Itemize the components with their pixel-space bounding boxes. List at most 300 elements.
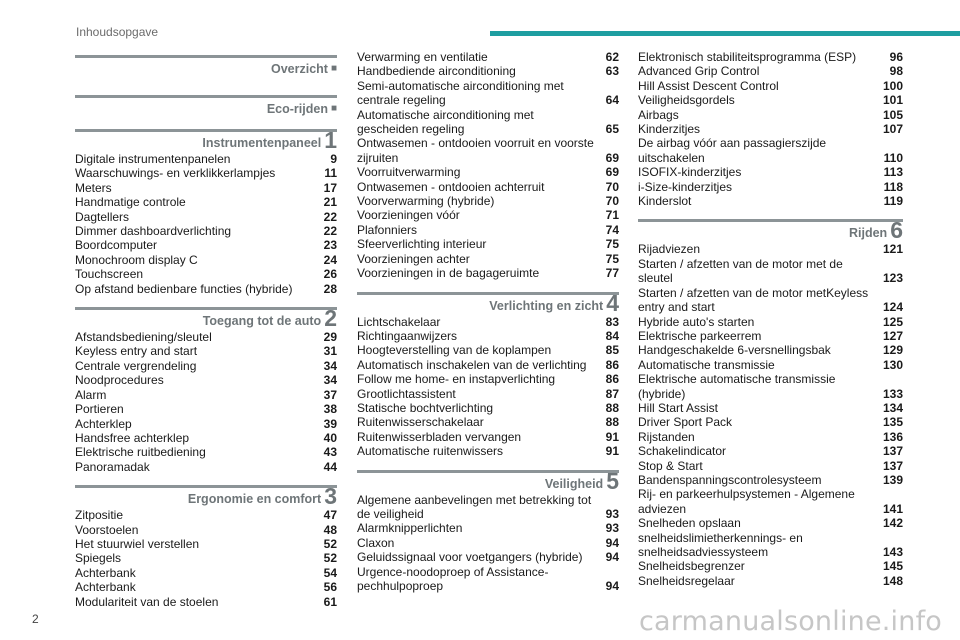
toc-entry-text: Semi-automatische airconditioning met centrale regeling [357, 78, 564, 108]
toc-entry-page: 94 [605, 579, 619, 593]
toc-entry-page: 118 [883, 179, 903, 194]
toc-entry-text: Veiligheidsgordels [638, 93, 735, 108]
toc-entry[interactable] [638, 165, 903, 179]
toc-entry-page: 64 [605, 93, 619, 108]
toc-entry-page: 143 [882, 545, 903, 559]
toc-entry-page: 100 [882, 78, 903, 93]
toc-entry-text: Claxon [357, 535, 395, 550]
toc-entry[interactable] [75, 417, 337, 431]
toc-entry[interactable] [638, 516, 903, 530]
section-rule [75, 95, 337, 98]
entry-list [357, 315, 619, 459]
square-marker-icon: ■ [330, 103, 337, 114]
toc-entry-text: Hybride auto's starten [638, 314, 755, 329]
toc-entry[interactable] [75, 152, 337, 166]
toc-entry-page: 136 [882, 429, 903, 444]
toc-entry-page: 65 [605, 122, 619, 137]
toc-section [75, 474, 337, 609]
toc-entry-page: 121 [882, 242, 903, 257]
header-accent-bar [490, 31, 960, 36]
toc-entry[interactable] [357, 430, 619, 444]
toc-entry-page: 52 [323, 536, 337, 551]
section-title: Instrumentenpaneel [202, 136, 322, 150]
toc-entry-text: Sfeerverlichting interieur [357, 237, 487, 252]
toc-entry-page: 22 [323, 224, 337, 239]
toc-entry-page: 11 [324, 166, 337, 181]
toc-entry-text: Kinderzitjes [638, 122, 701, 137]
toc-entry[interactable] [357, 358, 619, 372]
toc-entry-text: Plafonniers [357, 222, 418, 237]
toc-entry[interactable] [75, 210, 337, 224]
toc-entry-page: 31 [323, 344, 337, 359]
toc-entry[interactable] [357, 329, 619, 343]
toc-entry-page: 28 [323, 281, 337, 296]
toc-entry-page: 96 [889, 50, 903, 64]
toc-entry-page: 69 [605, 150, 619, 165]
toc-column-3 [638, 50, 903, 588]
section-header[interactable] [75, 480, 337, 508]
toc-entry[interactable] [75, 537, 337, 551]
toc-entry-page: 52 [323, 551, 337, 566]
toc-entry-text: Voorzieningen vóór [357, 208, 460, 223]
toc-entry[interactable] [638, 315, 903, 329]
toc-entry-page: 91 [605, 429, 619, 444]
toc-entry[interactable] [638, 401, 903, 415]
toc-entry-text: Voorverwarming (hybride) [357, 194, 495, 209]
toc-entry-text: Automatische airconditioning met gescheiden regeling [357, 107, 534, 137]
toc-entry-page: 123 [882, 271, 903, 286]
toc-entry[interactable] [357, 79, 619, 108]
toc-entry[interactable] [357, 223, 619, 237]
toc-entry-text: Hoogteverstelling van de koplampen [357, 343, 552, 358]
toc-entry-page: 86 [605, 357, 619, 372]
toc-entry[interactable] [75, 373, 337, 387]
toc-entry[interactable] [638, 122, 903, 136]
toc-entry-text: Richtingaanwijzers [357, 328, 458, 343]
toc-entry-page: 91 [605, 444, 619, 459]
toc-entry[interactable] [75, 224, 337, 238]
toc-entry[interactable] [75, 402, 337, 416]
toc-entry[interactable] [638, 559, 903, 573]
entry-list [357, 493, 619, 594]
toc-entry[interactable] [75, 181, 337, 195]
toc-entry-page: 37 [323, 387, 337, 402]
toc-entry-text: Automatische transmissie [638, 357, 775, 372]
toc-entry-page: 83 [605, 314, 619, 329]
toc-entry[interactable] [638, 473, 903, 487]
toc-entry[interactable] [75, 523, 337, 537]
toc-entry[interactable] [638, 531, 903, 560]
toc-entry-text: Touchscreen [75, 267, 144, 282]
section-list [357, 287, 619, 594]
toc-section [357, 287, 619, 459]
toc-entry-text: Automatisch inschakelen van de verlichting [357, 357, 587, 372]
section-header[interactable] [75, 302, 337, 330]
toc-entry[interactable] [638, 358, 903, 372]
toc-entry-text: Voorstoelen [75, 522, 139, 537]
toc-entry-text: Keyless entry and start [75, 344, 198, 359]
entry-list [638, 50, 903, 208]
toc-entry-text: Achterbank [75, 565, 136, 580]
toc-entry[interactable] [357, 165, 619, 179]
toc-entry-text: Elektrische ruitbediening [75, 445, 206, 460]
toc-entry-text: Follow me home- en instapverlichting [357, 372, 556, 387]
toc-entry-text: Alarmknipperlichten [357, 521, 463, 536]
toc-entry[interactable] [75, 580, 337, 594]
toc-section [75, 124, 337, 296]
toc-entry-page: 48 [323, 522, 337, 537]
toc-entry-text: Waarschuwings- en verklikkerlampjes [75, 166, 276, 181]
toc-entry-text: Starten / afzetten van de motor metKeyless entry and start [638, 285, 869, 315]
toc-entry-text: Boordcomputer [75, 238, 158, 253]
toc-entry-text: i-Size-kinderzitjes [638, 179, 733, 194]
toc-entry[interactable] [75, 166, 337, 180]
toc-entry-text: Geluidssignaal voor voetgangers (hybride) [357, 550, 583, 565]
toc-entry-text: Voorzieningen achter [357, 251, 470, 266]
toc-entry[interactable] [75, 344, 337, 358]
section-list [75, 124, 337, 609]
toc-entry-page: 113 [883, 165, 903, 180]
toc-entry-text: Bandenspanningscontrolesysteem [638, 472, 822, 487]
toc-entry[interactable] [357, 136, 619, 165]
toc-entry-text: Snelheden opslaan [638, 516, 741, 531]
toc-entry-page: 134 [882, 400, 903, 415]
toc-entry[interactable] [638, 286, 903, 315]
toc-entry[interactable] [75, 566, 337, 580]
toc-entry-text: Advanced Grip Control [638, 64, 760, 79]
toc-entry-text: Rij- en parkeerhulpsystemen - Algemene adviezen [638, 487, 855, 516]
toc-entry-text: Elektronisch stabiliteitsprogramma (ESP) [638, 50, 857, 64]
toc-entry[interactable] [357, 550, 619, 564]
section-title: Overzicht [270, 62, 328, 76]
toc-entry-text: Voorruitverwarming [357, 165, 461, 180]
toc-entry-page: 135 [882, 415, 903, 430]
toc-entry[interactable] [75, 460, 337, 474]
toc-entry-text: Noodprocedures [75, 373, 164, 388]
toc-entry[interactable] [75, 282, 337, 296]
toc-entry-text: Modulariteit van de stoelen [75, 594, 219, 609]
toc-entry-page: 70 [605, 194, 619, 209]
toc-entry[interactable] [357, 536, 619, 550]
section-number: 1 [324, 127, 337, 153]
toc-entry-text: Algemene aanbevelingen met betrekking tot de veiligheid [357, 492, 592, 521]
toc-entry[interactable] [638, 430, 903, 444]
toc-entry-text: Op afstand bedienbare functies (hybride) [75, 281, 293, 296]
toc-entry-text: Snelheidsregelaar [638, 573, 735, 588]
toc-entry[interactable] [75, 195, 337, 209]
toc-entry-text: Meters [75, 180, 112, 195]
section-title: Verlichting en zicht [489, 298, 604, 313]
section-number: 6 [890, 217, 903, 244]
toc-entry-text: Voorzieningen in de bagageruimte [357, 266, 540, 281]
toc-entry-page: 93 [605, 521, 619, 536]
toc-entry-page: 23 [323, 238, 337, 253]
toc-entry[interactable] [638, 415, 903, 429]
toc-entry-text: Achterklep [75, 416, 132, 431]
toc-entry-page: 54 [323, 565, 337, 580]
toc-entry-text: ISOFIX-kinderzitjes [638, 165, 742, 180]
section-number: 2 [324, 305, 337, 332]
toc-entry[interactable] [638, 444, 903, 458]
toc-entry-text: Snelheidsbegrenzer [638, 559, 745, 574]
toc-entry[interactable] [638, 194, 903, 208]
toc-entry-page: 62 [605, 50, 619, 64]
toc-entry-page: 9 [330, 152, 337, 166]
toc-entry-text: Elektrische parkeerrem [638, 328, 762, 343]
toc-entry-text: Starten / afzetten van de motor met de sleutel [638, 256, 843, 286]
page-header-title: Inhoudsopgave [76, 25, 159, 39]
toc-entry-text: Ruitenwisserbladen vervangen [357, 429, 522, 444]
section-title: Toegang tot de auto [202, 314, 322, 329]
toc-entry-text: Alarm [75, 387, 107, 402]
toc-entry[interactable] [357, 315, 619, 329]
toc-entry-page: 139 [882, 472, 903, 487]
toc-entry-page: 34 [323, 358, 337, 373]
toc-entry[interactable] [357, 415, 619, 429]
toc-entry-page: 101 [882, 93, 903, 108]
entry-list [75, 330, 337, 474]
entry-list [638, 242, 903, 588]
toc-entry[interactable] [357, 266, 619, 280]
toc-entry[interactable] [75, 508, 337, 522]
toc-entry-text: Airbags [638, 107, 679, 122]
toc-entry[interactable] [638, 50, 903, 64]
section-header-overzicht[interactable] [75, 50, 337, 78]
toc-section [75, 296, 337, 474]
toc-entry[interactable] [357, 208, 619, 222]
toc-entry-text: Achterbank [75, 580, 136, 595]
toc-entry-page: 141 [882, 501, 903, 516]
toc-entry-text: Statische bochtverlichting [357, 400, 494, 415]
toc-entry-page: 127 [882, 328, 903, 343]
toc-entry-text: Grootlichtassistent [357, 386, 456, 401]
toc-entry-page: 86 [605, 372, 619, 387]
toc-entry[interactable] [357, 252, 619, 266]
toc-entry-text: Ruitenwisserschakelaar [357, 415, 484, 430]
section-title: Eco-rijden [266, 102, 328, 116]
toc-entry-page: 74 [605, 222, 619, 237]
toc-entry-page: 38 [323, 402, 337, 417]
toc-entry-text: Driver Sport Pack [638, 415, 733, 430]
toc-entry[interactable] [75, 253, 337, 267]
section-number: 5 [606, 467, 619, 494]
toc-entry-text: Automatische ruitenwissers [357, 444, 504, 459]
toc-entry[interactable] [75, 431, 337, 445]
toc-entry-page: 125 [882, 314, 903, 329]
section-rule [75, 55, 337, 58]
toc-entry-page: 70 [605, 179, 619, 194]
toc-entry-page: 75 [605, 251, 619, 266]
toc-entry[interactable] [638, 180, 903, 194]
section-header[interactable] [75, 124, 337, 152]
toc-entry-text: Dagtellers [75, 209, 130, 224]
toc-entry[interactable] [357, 372, 619, 386]
toc-entry[interactable] [638, 343, 903, 357]
toc-entry-page: 75 [605, 237, 619, 252]
toc-entry-text: Digitale instrumentenpanelen [75, 152, 231, 166]
toc-entry[interactable] [75, 445, 337, 459]
toc-entry-page: 84 [605, 328, 619, 343]
section-list [638, 214, 903, 588]
toc-entry-page: 110 [883, 150, 903, 165]
toc-entry-page: 145 [882, 559, 903, 574]
toc-entry-text: Verwarming en ventilatie [357, 50, 488, 64]
toc-entry-page: 69 [605, 165, 619, 180]
toc-entry-page: 61 [323, 594, 337, 609]
toc-entry[interactable] [357, 401, 619, 415]
toc-entry[interactable] [638, 459, 903, 473]
section-title: Veiligheid [544, 476, 604, 491]
toc-entry-page: 88 [605, 415, 619, 430]
toc-entry-page: 142 [882, 516, 903, 531]
toc-entry-page: 137 [882, 458, 903, 473]
toc-entry-page: 85 [605, 343, 619, 358]
toc-entry[interactable] [638, 93, 903, 107]
toc-entry-text: Elektrische automatische transmissie (hybride) [638, 372, 836, 401]
toc-entry[interactable] [638, 108, 903, 122]
toc-entry-page: 124 [882, 300, 903, 315]
toc-entry-text: Handsfree achterklep [75, 430, 190, 445]
toc-entry[interactable] [75, 330, 337, 344]
toc-entry-page: 40 [323, 430, 337, 445]
section-header[interactable] [357, 287, 619, 315]
toc-entry[interactable] [75, 267, 337, 281]
toc-entry-text: Lichtschakelaar [357, 314, 441, 329]
toc-entry[interactable] [357, 565, 619, 594]
toc-entry-page: 137 [882, 444, 903, 459]
toc-entry[interactable] [357, 64, 619, 78]
toc-entry-page: 17 [323, 180, 337, 195]
toc-entry[interactable] [357, 237, 619, 251]
toc-entry[interactable] [75, 551, 337, 565]
toc-entry-text: Centrale vergrendeling [75, 358, 197, 373]
toc-entry[interactable] [357, 50, 619, 64]
toc-entry[interactable] [75, 388, 337, 402]
entry-list [357, 50, 619, 281]
toc-entry-text: Zitpositie [75, 508, 124, 523]
toc-entry-page: 22 [323, 209, 337, 224]
toc-entry-text: Spiegels [75, 551, 122, 566]
toc-entry[interactable] [357, 493, 619, 522]
toc-entry-page: 34 [323, 373, 337, 388]
toc-entry[interactable] [638, 136, 903, 165]
toc-entry[interactable] [75, 238, 337, 252]
toc-entry-page: 29 [323, 330, 337, 345]
toc-entry-page: 43 [323, 445, 337, 460]
toc-entry-text: Schakelindicator [638, 444, 727, 459]
toc-entry-page: 44 [323, 459, 337, 474]
toc-entry[interactable] [638, 487, 903, 516]
entry-list [75, 508, 337, 609]
toc-entry-page: 94 [605, 550, 619, 565]
toc-entry-text: Kinderslot [638, 194, 692, 209]
toc-entry-text: Hill Assist Descent Control [638, 78, 779, 93]
toc-entry-text: Afstandsbediening/sleutel [75, 330, 212, 345]
toc-entry-page: 94 [605, 535, 619, 550]
toc-entry-text: Hill Start Assist [638, 400, 719, 415]
toc-entry-text: Panoramadak [75, 459, 150, 474]
toc-entry[interactable] [638, 257, 903, 286]
toc-entry-page: 63 [605, 64, 619, 79]
toc-entry-page: 88 [605, 400, 619, 415]
toc-entry[interactable] [75, 359, 337, 373]
toc-entry-page: 130 [882, 357, 903, 372]
toc-section [357, 459, 619, 594]
toc-entry[interactable] [638, 242, 903, 256]
toc-entry[interactable] [357, 343, 619, 357]
toc-entry-text: Handgeschakelde 6-versnellingsbak [638, 343, 831, 358]
toc-entry-page: 56 [323, 580, 337, 595]
toc-entry-text: Urgence-noodoproep of Assistance-pechhulpoproep [357, 564, 549, 593]
toc-entry[interactable] [638, 64, 903, 78]
toc-entry[interactable] [638, 79, 903, 93]
toc-section [638, 214, 903, 588]
toc-entry-text: Stop & Start [638, 458, 703, 473]
section-title: Ergonomie en comfort [187, 492, 322, 507]
toc-entry-text: Ontwasemen - ontdooien achterruit [357, 179, 545, 194]
section-number: 4 [606, 289, 619, 316]
toc-entry-page: 47 [323, 508, 337, 523]
toc-entry[interactable] [638, 329, 903, 343]
section-header[interactable] [638, 214, 903, 242]
toc-entry-page: 21 [323, 195, 337, 210]
toc-entry-text: Portieren [75, 402, 124, 417]
watermark-text: carmanualsonline.info [639, 606, 942, 637]
toc-entry-text: Monochroom display C [75, 252, 198, 267]
toc-entry-text: Handbediende airconditioning [357, 64, 516, 79]
entry-list [75, 152, 337, 296]
toc-entry-text: Rijstanden [638, 429, 695, 444]
toc-entry-page: 39 [323, 416, 337, 431]
toc-column-1 [75, 50, 337, 609]
page-number: 2 [32, 612, 39, 626]
toc-entry[interactable] [357, 194, 619, 208]
toc-entry-page: 98 [889, 64, 903, 79]
toc-entry-page: 129 [882, 343, 903, 358]
toc-entry[interactable] [357, 387, 619, 401]
toc-entry-text: Ontwasemen - ontdooien voorruit en voorste zijruiten [357, 136, 594, 165]
toc-entry[interactable] [357, 444, 619, 458]
toc-entry-text: snelheidslimietherkennings- en snelheidsadviessysteem [638, 530, 803, 559]
section-number: 3 [324, 483, 337, 510]
toc-entry[interactable] [638, 372, 903, 401]
toc-entry-page: 93 [605, 506, 619, 521]
toc-entry-text: Handmatige controle [75, 195, 186, 210]
toc-entry-page: 107 [882, 122, 903, 137]
toc-entry[interactable] [638, 574, 903, 588]
toc-entry-page: 71 [605, 208, 619, 223]
toc-column-2 [357, 50, 619, 593]
section-header[interactable] [357, 465, 619, 493]
toc-entry[interactable] [357, 108, 619, 137]
toc-entry-page: 87 [605, 386, 619, 401]
section-header-eco-rijden[interactable] [75, 90, 337, 118]
toc-entry-page: 119 [883, 194, 903, 209]
toc-entry-page: 77 [605, 266, 619, 281]
toc-entry-text: Het stuurwiel verstellen [75, 536, 200, 551]
toc-entry-text: Rijadviezen [638, 242, 701, 257]
toc-entry-text: De airbag vóór aan passagierszijde uitschakelen [638, 136, 827, 165]
toc-entry[interactable] [357, 521, 619, 535]
toc-entry-page: 133 [882, 386, 903, 401]
toc-entry-page: 105 [882, 107, 903, 122]
toc-entry[interactable] [75, 595, 337, 609]
section-title: Rijden [849, 226, 888, 241]
toc-entry-page: 26 [323, 267, 337, 282]
toc-entry-text: Dimmer dashboardverlichting [75, 224, 232, 239]
toc-entry-page: 24 [323, 252, 337, 267]
toc-entry[interactable] [357, 180, 619, 194]
